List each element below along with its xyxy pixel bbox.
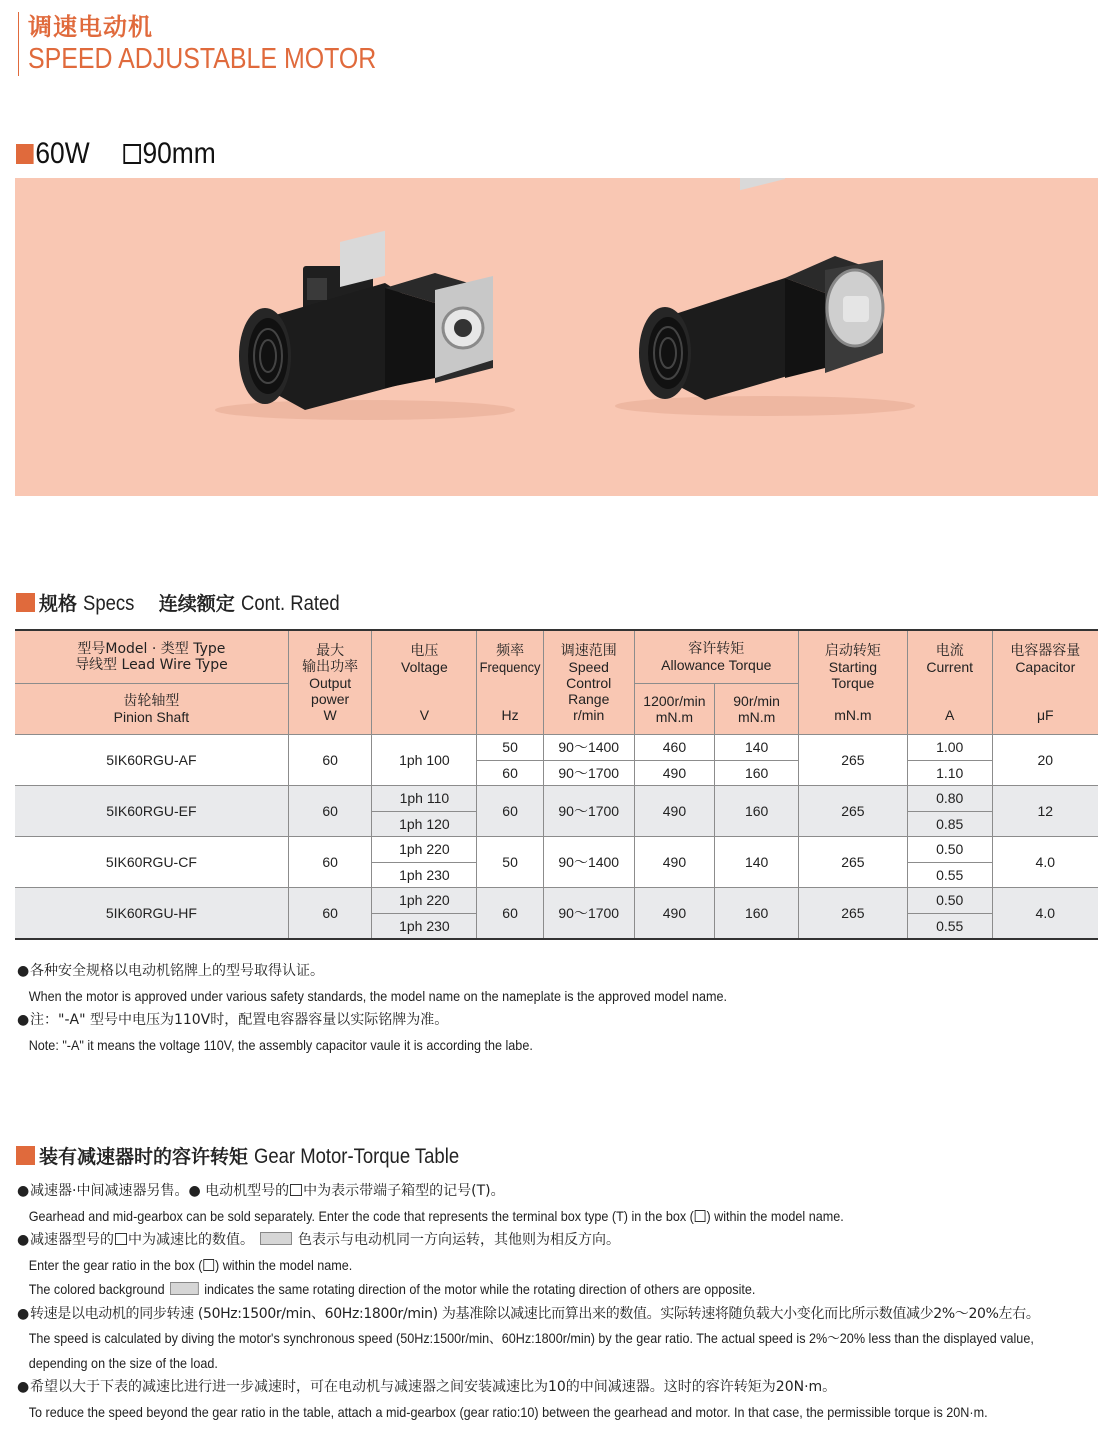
gear-note-2-en2: The colored background indicates the same rotating direction of the motor while the rotating direction of others are opposite.	[28, 1281, 756, 1297]
cell-torque-1200: 460	[634, 735, 715, 761]
cell-current: 1.10	[907, 760, 992, 786]
colored-background-swatch	[170, 1282, 199, 1295]
cell-torque-90: 140	[715, 735, 799, 761]
gear-note-3-en2: depending on the size of the load.	[28, 1354, 218, 1371]
cell-voltage: 1ph 230	[372, 913, 477, 939]
cell-voltage: 1ph 220	[372, 888, 477, 914]
specs-table	[15, 629, 1098, 940]
open-square-icon	[203, 1259, 214, 1271]
specs-heading-cn: 规格	[39, 593, 78, 615]
header-capacitor: 电容器容量 Capacitor μF	[992, 630, 1098, 735]
cont-rated-en: Cont. Rated	[240, 592, 340, 615]
gear-note-2-en1: Enter the gear ratio in the box ( ) within the model name.	[28, 1256, 353, 1273]
header-model: 型号Model · 类型 Type 导线型 Lead Wire Type	[15, 630, 288, 684]
specs-heading-en: Specs	[82, 592, 135, 615]
cell-capacitor: 4.0	[992, 888, 1098, 940]
gear-note-1-cn: ●减速器·中间减速器另售。● 电动机型号的 中为表示带端子箱型的记号(T)。	[17, 1183, 505, 1199]
header-frequency: 频率 Frequency Hz	[477, 630, 544, 735]
motor-photo-1	[215, 231, 515, 420]
gear-note-3-cn: ●转速是以电动机的同步转速 (50Hz:1500r/min、60Hz:1800r/min) 为基准除以减速比而算出来的数值。实际转速将随负载大小变化而比所示数值减少2%～20%左右。	[17, 1305, 1040, 1322]
cell-torque-90: 160	[715, 888, 799, 940]
open-square-icon	[290, 1184, 302, 1196]
cell-current: 0.55	[907, 913, 992, 939]
cell-hz: 60	[477, 786, 544, 837]
title-block	[18, 12, 433, 76]
table-row	[15, 786, 1098, 812]
cell-power: 60	[288, 735, 372, 786]
cell-torque-90: 160	[715, 760, 799, 786]
header-current: 电流 Current A	[907, 630, 992, 735]
cell-current: 0.80	[907, 786, 992, 812]
cell-voltage: 1ph 110	[372, 786, 477, 812]
colored-background-swatch	[260, 1232, 292, 1245]
cell-start: 265	[798, 786, 907, 837]
spec-line	[16, 137, 216, 171]
cell-torque-1200: 490	[634, 760, 715, 786]
cell-range: 90～1400	[543, 735, 634, 761]
header-allowance-torque: 容许转矩 Allowance Torque	[634, 630, 798, 684]
cell-torque-1200: 490	[634, 888, 715, 940]
cell-voltage: 1ph 230	[372, 862, 477, 888]
gear-notes	[17, 1179, 1120, 1424]
cell-power: 60	[288, 786, 372, 837]
open-square-icon	[123, 144, 141, 164]
gear-heading-en: Gear Motor-Torque Table	[253, 1145, 459, 1168]
cell-torque-1200: 490	[634, 837, 715, 888]
gear-note-4-en: To reduce the speed beyond the gear ratio in the table, attach a mid-gearbox (gear ratio:10) between the gearhead and motor. In that case, the permissible torque is 20N·m.	[28, 1403, 988, 1420]
motor-photos	[15, 178, 1098, 496]
cell-current: 1.00	[907, 735, 992, 761]
product-photo-panel	[15, 178, 1098, 496]
note-1-cn: ●各种安全规格以电动机铭牌上的型号取得认证。	[17, 963, 324, 979]
cell-torque-90: 160	[715, 786, 799, 837]
cell-voltage: 1ph 100	[372, 735, 477, 786]
cell-hz: 60	[477, 760, 544, 786]
cell-current: 0.50	[907, 837, 992, 863]
cell-hz: 60	[477, 888, 544, 940]
header-torque-1200: 1200r/min mN.m	[634, 684, 715, 735]
header-torque-90: 90r/min mN.m	[715, 684, 799, 735]
cont-rated-cn: 连续额定	[158, 593, 235, 615]
power-label: 60W	[35, 137, 90, 170]
cell-range: 90～1700	[543, 888, 634, 940]
table-row	[15, 837, 1098, 863]
open-square-icon	[115, 1233, 127, 1245]
size-label: 90mm	[142, 137, 216, 170]
bullet-square-icon	[16, 1146, 35, 1165]
bullet-square-icon	[16, 593, 35, 612]
cell-voltage: 1ph 120	[372, 811, 477, 837]
header-speed-range: 调速范围 Speed Control Range r/min	[543, 630, 634, 735]
gear-note-2-cn: ●减速器型号的 中为减速比的数值。 色表示与电动机同一方向运转，其他则为相反方向。	[17, 1232, 620, 1248]
specs-heading	[16, 591, 353, 617]
cell-model: 5IK60RGU-CF	[15, 837, 288, 888]
cell-model: 5IK60RGU-EF	[15, 786, 288, 837]
cell-current: 0.50	[907, 888, 992, 914]
gear-heading-cn: 装有减速器时的容许转矩	[39, 1146, 249, 1168]
cell-current: 0.55	[907, 862, 992, 888]
cell-start: 265	[798, 735, 907, 786]
cell-power: 60	[288, 888, 372, 940]
cell-capacitor: 12	[992, 786, 1098, 837]
cell-range: 90～1700	[543, 760, 634, 786]
gear-note-1-en: Gearhead and mid-gearbox can be sold separately. Enter the code that represents the terminal box type (T) in the box ( ) within the model name.	[28, 1207, 844, 1224]
header-starting-torque: 启动转矩 Starting Torque mN.m	[798, 630, 907, 735]
open-square-icon	[695, 1210, 706, 1222]
cell-capacitor: 4.0	[992, 837, 1098, 888]
motor-photo-2	[615, 178, 915, 416]
header-power: 最大 输出功率 Output power W	[288, 630, 372, 735]
title-cn: 调速电动机	[28, 13, 153, 41]
title-en: SPEED ADJUSTABLE MOTOR	[28, 43, 377, 75]
cell-current: 0.85	[907, 811, 992, 837]
cell-torque-90: 140	[715, 837, 799, 888]
cell-power: 60	[288, 837, 372, 888]
gear-note-3-en1: The speed is calculated by diving the motor's synchronous speed (50Hz:1500r/min、60Hz:1800r/min) by the gear ratio. The actual speed is 2%～20% less than the displayed value,	[28, 1330, 1034, 1346]
table-row	[15, 888, 1098, 914]
note-2-en: Note: "-A" it means the voltage 110V, the assembly capacitor vaule it is according the labe.	[28, 1036, 533, 1053]
gear-note-4-cn: ●希望以大于下表的减速比进行进一步减速时，可在电动机与减速器之间安装减速比为10的中间减速器。这时的容许转矩为20N·m。	[17, 1379, 837, 1395]
cell-hz: 50	[477, 735, 544, 761]
cell-start: 265	[798, 837, 907, 888]
header-pinion-shaft: 齿轮轴型 Pinion Shaft	[15, 684, 288, 735]
table-row	[15, 735, 1098, 761]
table-notes	[17, 959, 806, 1057]
note-2-cn: ●注："-A" 型号中电压为110V时，配置电容器容量以实际铭牌为准。	[17, 1012, 449, 1028]
cell-range: 90～1700	[543, 786, 634, 837]
cell-hz: 50	[477, 837, 544, 888]
cell-capacitor: 20	[992, 735, 1098, 786]
cell-torque-1200: 490	[634, 786, 715, 837]
note-1-en: When the motor is approved under various safety standards, the model name on the nameplate is the approved model name.	[28, 987, 728, 1004]
cell-start: 265	[798, 888, 907, 940]
cell-voltage: 1ph 220	[372, 837, 477, 863]
gear-heading	[16, 1144, 487, 1170]
cell-range: 90～1400	[543, 837, 634, 888]
bullet-square-icon	[16, 144, 34, 164]
cell-model: 5IK60RGU-AF	[15, 735, 288, 786]
header-voltage: 电压 Voltage V	[372, 630, 477, 735]
cell-model: 5IK60RGU-HF	[15, 888, 288, 940]
